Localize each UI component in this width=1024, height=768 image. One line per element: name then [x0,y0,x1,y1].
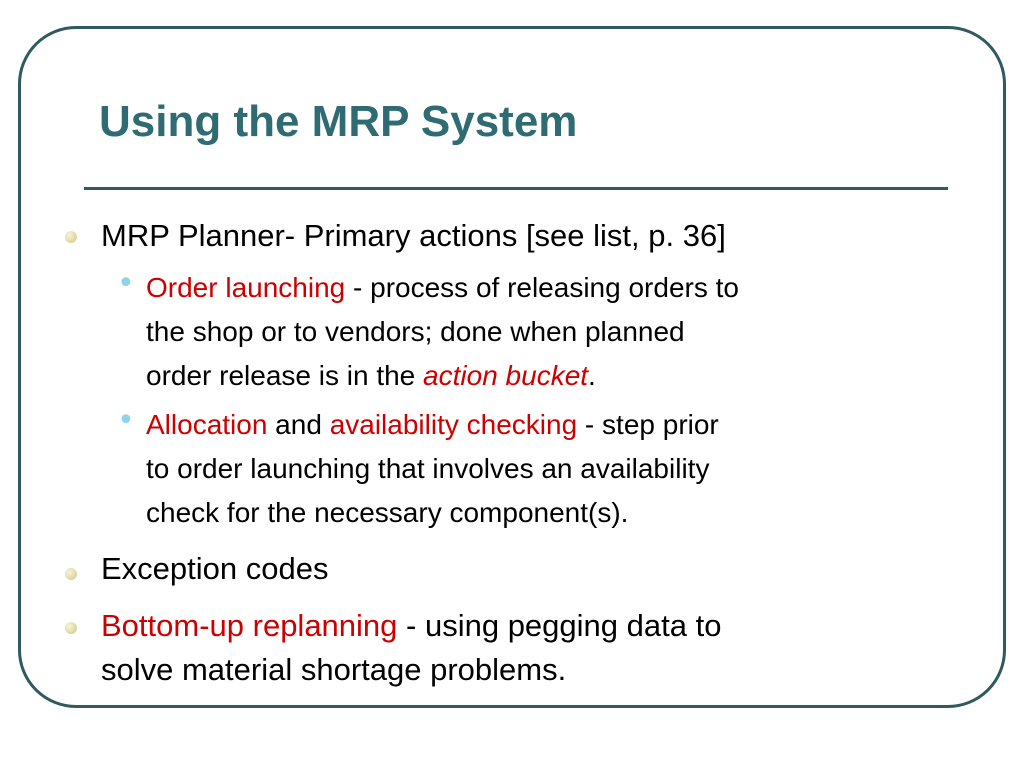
subbullet-text: and [267,409,330,440]
subbullet-line-3: check for the necessary component(s). [146,497,629,528]
subbullet-text: - process of releasing orders to [345,272,739,303]
slide-title: Using the MRP System [99,97,578,146]
title-divider [84,187,948,190]
subbullet-line-2: the shop or to vendors; done when planned [146,316,685,347]
bullet-dot-icon [65,622,77,634]
bullet-text: - using pegging data to [397,608,722,643]
term-availability-checking: availability checking [329,409,578,440]
bullet-dot-icon [65,231,77,243]
bullet-dot-icon [65,568,77,580]
term-order-launching: Order launching [146,272,346,303]
bullet-text: MRP Planner- Primary actions [see list, p. 36] [101,218,726,253]
sub-bullet-dot-icon: • [117,266,135,301]
sub-bullet-dot-icon: • [117,403,135,438]
bullet-line-2: solve material shortage problems. [101,652,567,687]
subbullet-text: . [588,360,596,391]
subbullet-line-1 [146,403,719,447]
subbullet-text: order release is in the [146,360,424,391]
bullet-text: Exception codes [101,551,329,586]
subbullet-line-2: to order launching that involves an availability [146,453,710,484]
bullet-line-1 [101,603,721,649]
term-allocation: Allocation [146,409,268,440]
subbullet-line-3 [146,354,596,398]
term-bottom-up-replanning: Bottom-up replanning [101,608,398,643]
subbullet-line-1 [146,266,739,310]
subbullet-text: - step prior [577,409,719,440]
term-action-bucket: action bucket [423,360,589,391]
